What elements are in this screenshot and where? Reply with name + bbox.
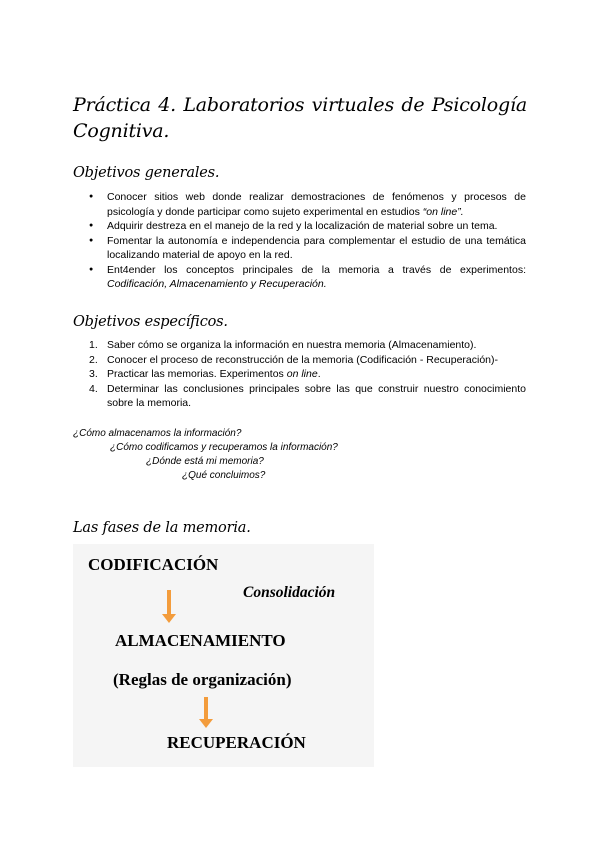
question-3: ¿Dónde está mi memoria? — [146, 456, 264, 467]
specific-objectives-list — [89, 338, 526, 411]
page-title: Práctica 4. Laboratorios virtuales de Psicología Cognitiva. — [73, 94, 527, 142]
memory-phases-diagram — [73, 544, 374, 767]
arrow-down-icon — [201, 697, 211, 729]
general-objectives-heading: Objetivos generales. — [73, 165, 220, 181]
list-item: ● Ent4ender los conceptos principales de la memoria a través de experimentos: Codificación, Almacenamiento y Recuperación. — [107, 263, 526, 292]
list-item: ● Fomentar la autonomía e independencia para complementar el estudio de una temática localizando material de apoyo en la red. — [107, 234, 526, 263]
list-item: 2. Conocer el proceso de reconstrucción de la memoria (Codificación - Recuperación)- — [89, 353, 499, 366]
reglas-label: (Reglas de organización) — [113, 670, 292, 689]
arrow-down-icon — [164, 590, 174, 624]
question-1: ¿Cómo almacenamos la información? — [73, 428, 242, 439]
memory-phases-heading: Las fases de la memoria. — [73, 520, 251, 536]
almacenamiento-label: ALMACENAMIENTO — [115, 631, 286, 650]
specific-objectives-heading: Objetivos específicos. — [73, 314, 228, 330]
recuperacion-label: RECUPERACIÓN — [167, 733, 306, 752]
list-item: 4. Determinar las conclusiones principales sobre las que construir nuestro conocimiento sobre la memoria. — [89, 382, 526, 409]
list-item: ● Conocer sitios web donde realizar demostraciones de fenómenos y procesos de psicología y donde participar como sujeto experimental en estudios “on line”. — [107, 190, 526, 219]
list-item: ● Adquirir destreza en el manejo de la red y la localización de material sobre un tema. — [107, 219, 526, 234]
question-2: ¿Cómo codificamos y recuperamos la información? — [110, 442, 338, 453]
question-4: ¿Qué concluimos? — [182, 470, 266, 481]
general-objectives-list — [107, 190, 526, 292]
list-item: 3. Practicar las memorias. Experimentos on line. — [89, 368, 321, 380]
list-item: 1. Saber cómo se organiza la información en nuestra memoria (Almacenamiento). — [89, 339, 477, 351]
codificacion-label: CODIFICACIÓN — [88, 555, 219, 574]
consolidacion-label: Consolidación — [243, 584, 336, 601]
